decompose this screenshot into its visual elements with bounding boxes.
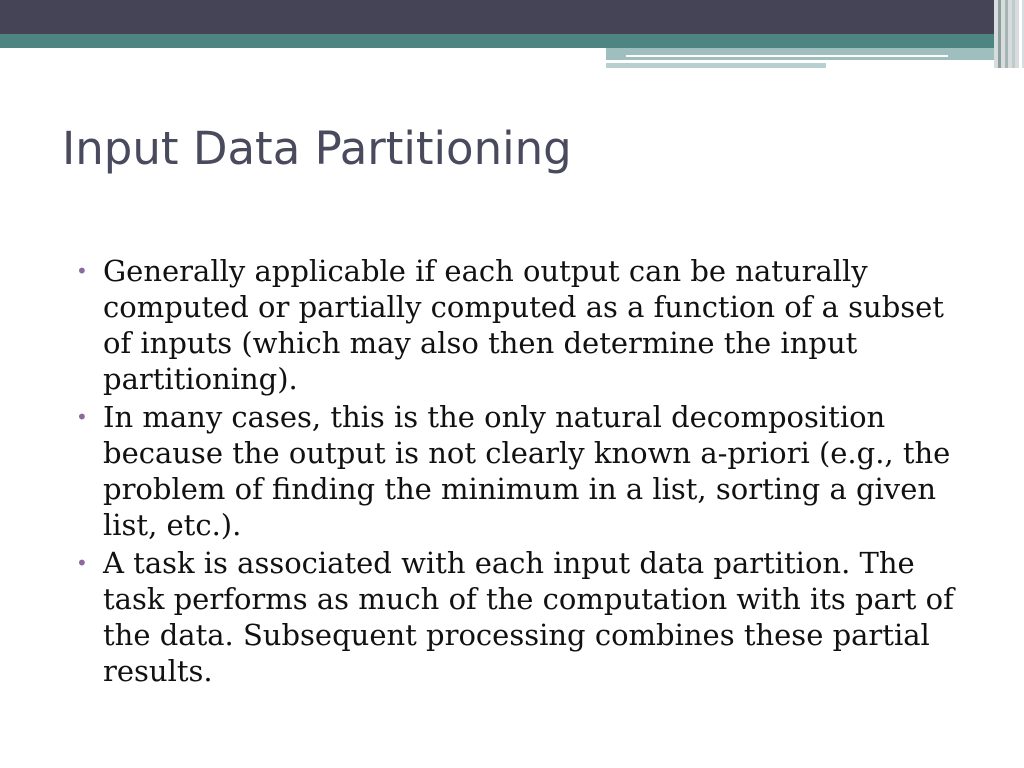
bullet-text: Generally applicable if each output can be naturally computed or partially computed as a function of a subset of inputs (which may also then determine the input partitioning). <box>103 254 944 396</box>
slide-title: Input Data Partitioning <box>62 122 572 175</box>
bullet-item <box>76 253 976 397</box>
header-band-dark <box>0 0 1024 34</box>
header-band-teal <box>0 34 1024 48</box>
bullet-icon: • <box>76 551 88 575</box>
bullet-item <box>76 399 976 543</box>
corner-stripe <box>1012 0 1015 68</box>
header-band-teal-light <box>606 48 1024 60</box>
bullet-item <box>76 545 976 689</box>
bullet-icon: • <box>76 405 88 429</box>
corner-stripe <box>998 0 1001 68</box>
header-corner-stripes <box>994 0 1024 68</box>
bullet-text: In many cases, this is the only natural decomposition because the output is not clearly known a-priori (e.g., the problem of finding the minimum in a list, sorting a given list, etc.). <box>103 400 951 542</box>
bullet-text: A task is associated with each input data partition. The task performs as much of the computation with its part of the data. Subsequent processing combines these partial results. <box>103 546 954 688</box>
bullet-list <box>76 253 976 691</box>
header-band-white-line <box>626 55 948 57</box>
bullet-icon: • <box>76 259 88 283</box>
corner-stripe <box>1019 0 1022 68</box>
header-band-teal-thin <box>606 63 826 68</box>
corner-stripe <box>1005 0 1008 68</box>
